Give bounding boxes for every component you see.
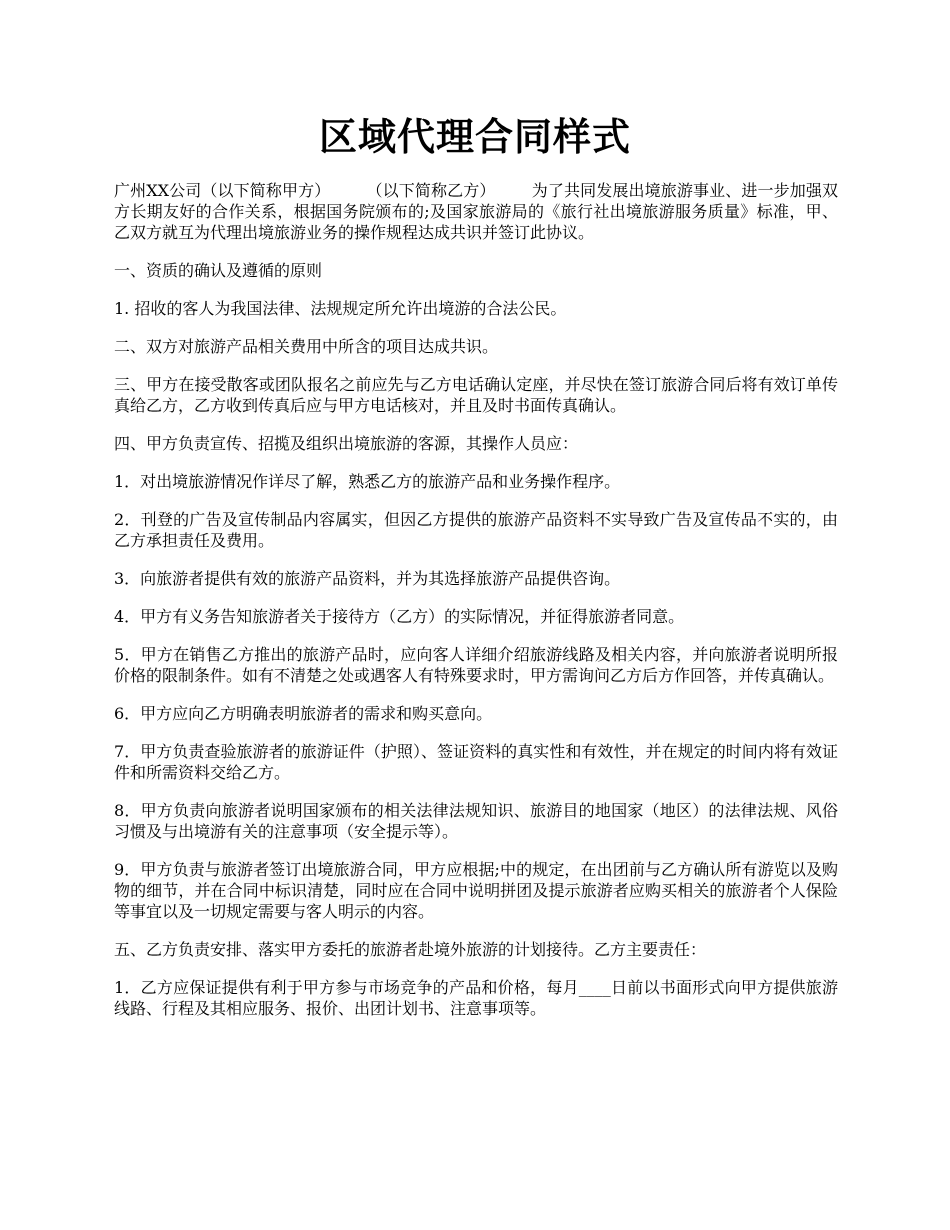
clause-paragraph: 1．对出境旅游情况作详尽了解，熟悉乙方的旅游产品和业务操作程序。 [114,472,621,491]
clause-paragraph: 8．甲方负责向旅游者说明国家颁布的相关法律法规知识、旅游目的地国家（地区）的法律法规、风俗习惯及与出境游有关的注意事项（安全提示等）。 [114,801,838,841]
party-b-name: （以下简称乙方） [366,181,496,200]
intro-text: 为了共同发展出境旅游事业、进一步加强双方长期友好的合作关系，根据国务院颁布的;及国家旅游局的《旅行社出境旅游服务质量》标准，甲、乙双方就互为代理出境旅游业务的操作规程达成共识并签订此协议。 [114,181,838,242]
intro-paragraph [114,180,838,243]
clause-paragraph: 5．甲方在销售乙方推出的旅游产品时，应向客人详细介绍旅游线路及相关内容，并向旅游者说明所报价格的限制条件。如有不清楚之处或遇客人有特殊要求时，甲方需询问乙方后方作回答，并传真确认。 [114,645,838,685]
clause-paragraph: 9．甲方负责与旅游者签订出境旅游合同，甲方应根据;中的规定，在出团前与乙方确认所有游览以及购物的细节，并在合同中标识清楚，同时应在合同中说明拼团及提示旅游者应购买相关的旅游者个人保险等事宜以及一切规定需要与客人明示的内容。 [114,860,838,921]
clause-paragraph: 1. 招收的客人为我国法律、法规规定所允许出境游的合法公民。 [114,299,567,318]
clause-paragraph: 1．乙方应保证提供有利于甲方参与市场竞争的产品和价格，每月____日前以书面形式向甲方提供旅游线路、行程及其相应服务、报价、出团计划书、注意事项等。 [114,978,838,1018]
party-a-name: 广州XX公司（以下简称甲方） [114,181,331,200]
section-heading-2: 二、双方对旅游产品相关费用中所含的项目达成共识。 [114,337,499,356]
clause-paragraph: 4．甲方有义务告知旅游者关于接待方（乙方）的实际情况，并征得旅游者同意。 [114,607,685,626]
clause-paragraph: 6．甲方应向乙方明确表明旅游者的需求和购买意向。 [114,704,493,723]
clause-paragraph: 7．甲方负责查验旅游者的旅游证件（护照）、签证资料的真实性和有效性，并在规定的时间内将有效证件和所需资料交给乙方。 [114,742,838,782]
section-heading-1: 一、资质的确认及遵循的原则 [114,261,323,280]
section-heading-5: 五、乙方负责安排、落实甲方委托的旅游者赴境外旅游的计划接待。乙方主要责任： [114,940,707,959]
section-heading-3: 三、甲方在接受散客或团队报名之前应先与乙方电话确认定座，并尽快在签订旅游合同后将有效订单传真给乙方，乙方收到传真后应与甲方电话核对，并且及时书面传真确认。 [114,375,838,415]
document-body [114,180,838,1036]
document-title: 区域代理合同样式 [318,114,631,159]
section-heading-4: 四、甲方负责宣传、招揽及组织出境旅游的客源，其操作人员应： [114,434,579,453]
clause-paragraph: 2．刊登的广告及宣传制品内容属实，但因乙方提供的旅游产品资料不实导致广告及宣传品不实的，由乙方承担责任及费用。 [114,510,838,550]
clause-paragraph: 3．向旅游者提供有效的旅游产品资料，并为其选择旅游产品提供咨询。 [114,569,621,588]
